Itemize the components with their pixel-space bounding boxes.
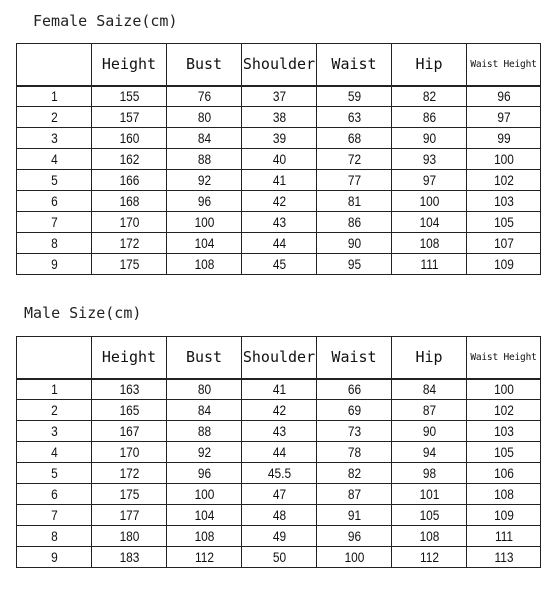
measurement-cell: 168 — [97, 191, 161, 212]
measurement-cell: 100 — [172, 484, 236, 505]
measurement-cell: 105 — [397, 505, 461, 526]
size-number-cell: 1 — [22, 379, 86, 400]
measurement-cell: 38 — [247, 107, 311, 128]
table-row — [17, 191, 541, 212]
column-header: Waist — [317, 44, 392, 86]
measurement-cell: 69 — [322, 400, 386, 421]
measurement-cell: 163 — [97, 379, 161, 400]
measurement-cell: 88 — [172, 421, 236, 442]
measurement-cell: 59 — [322, 86, 386, 107]
measurement-cell: 160 — [97, 128, 161, 149]
table-row — [17, 86, 541, 107]
measurement-cell: 102 — [472, 400, 535, 421]
measurement-cell: 109 — [472, 505, 535, 526]
measurement-cell: 177 — [97, 505, 161, 526]
measurement-cell: 77 — [322, 170, 386, 191]
female-size-title: Female Saize(cm) — [33, 12, 178, 30]
column-header: Hip — [392, 337, 467, 379]
male-size-title: Male Size(cm) — [24, 304, 142, 322]
size-number-cell: 5 — [22, 463, 86, 484]
measurement-cell: 78 — [322, 442, 386, 463]
size-number-cell: 3 — [22, 421, 86, 442]
measurement-cell: 48 — [247, 505, 311, 526]
size-number-cell: 7 — [22, 505, 86, 526]
table-row — [17, 421, 541, 442]
measurement-cell: 84 — [172, 128, 236, 149]
table-row — [17, 107, 541, 128]
table-header-row — [17, 44, 541, 86]
size-number-cell: 2 — [22, 400, 86, 421]
measurement-cell: 41 — [247, 379, 311, 400]
table-row — [17, 170, 541, 191]
measurement-cell: 97 — [472, 107, 535, 128]
size-number-cell: 4 — [22, 442, 86, 463]
table-row — [17, 254, 541, 275]
measurement-cell: 104 — [172, 233, 236, 254]
female-size-table — [16, 43, 541, 275]
male-size-table — [16, 336, 541, 568]
size-number-cell: 1 — [22, 86, 86, 107]
table-row — [17, 212, 541, 233]
measurement-cell: 49 — [247, 526, 311, 547]
measurement-cell: 111 — [397, 254, 461, 275]
size-number-cell: 8 — [22, 526, 86, 547]
measurement-cell: 104 — [172, 505, 236, 526]
measurement-cell: 43 — [247, 421, 311, 442]
measurement-cell: 101 — [397, 484, 461, 505]
column-header: Bust — [167, 337, 242, 379]
measurement-cell: 42 — [247, 400, 311, 421]
size-number-cell: 9 — [22, 254, 86, 275]
measurement-cell: 170 — [97, 212, 161, 233]
measurement-cell: 108 — [397, 233, 461, 254]
measurement-cell: 87 — [322, 484, 386, 505]
measurement-cell: 183 — [97, 547, 161, 568]
size-number-cell: 9 — [22, 547, 86, 568]
measurement-cell: 157 — [97, 107, 161, 128]
column-header: Waist Height — [467, 337, 541, 379]
measurement-cell: 81 — [322, 191, 386, 212]
measurement-cell: 50 — [247, 547, 311, 568]
measurement-cell: 82 — [397, 86, 461, 107]
table-row — [17, 400, 541, 421]
table-row — [17, 547, 541, 568]
column-header: Waist — [317, 337, 392, 379]
measurement-cell: 112 — [397, 547, 461, 568]
size-number-cell: 6 — [22, 191, 86, 212]
size-number-cell: 4 — [22, 149, 86, 170]
measurement-cell: 92 — [172, 170, 236, 191]
measurement-cell: 45 — [247, 254, 311, 275]
column-header: Shoulder — [242, 44, 317, 86]
measurement-cell: 172 — [97, 233, 161, 254]
size-number-cell: 3 — [22, 128, 86, 149]
measurement-cell: 105 — [472, 212, 535, 233]
measurement-cell: 104 — [397, 212, 461, 233]
measurement-cell: 82 — [322, 463, 386, 484]
table-row — [17, 505, 541, 526]
column-header: Bust — [167, 44, 242, 86]
measurement-cell: 42 — [247, 191, 311, 212]
measurement-cell: 96 — [172, 463, 236, 484]
measurement-cell: 40 — [247, 149, 311, 170]
column-header: Height — [92, 337, 167, 379]
measurement-cell: 91 — [322, 505, 386, 526]
measurement-cell: 102 — [472, 170, 535, 191]
table-row — [17, 463, 541, 484]
measurement-cell: 162 — [97, 149, 161, 170]
measurement-cell: 94 — [397, 442, 461, 463]
size-number-cell: 8 — [22, 233, 86, 254]
table-header-row — [17, 337, 541, 379]
measurement-cell: 88 — [172, 149, 236, 170]
measurement-cell: 165 — [97, 400, 161, 421]
measurement-cell: 100 — [472, 379, 535, 400]
size-number-cell: 7 — [22, 212, 86, 233]
measurement-cell: 155 — [97, 86, 161, 107]
column-header — [17, 44, 92, 86]
measurement-cell: 111 — [472, 526, 535, 547]
measurement-cell: 100 — [397, 191, 461, 212]
column-header: Height — [92, 44, 167, 86]
measurement-cell: 108 — [172, 526, 236, 547]
measurement-cell: 63 — [322, 107, 386, 128]
measurement-cell: 66 — [322, 379, 386, 400]
measurement-cell: 86 — [397, 107, 461, 128]
measurement-cell: 100 — [322, 547, 386, 568]
table-row — [17, 484, 541, 505]
column-header: Shoulder — [242, 337, 317, 379]
measurement-cell: 103 — [472, 421, 535, 442]
measurement-cell: 98 — [397, 463, 461, 484]
table-row — [17, 149, 541, 170]
table-row — [17, 233, 541, 254]
measurement-cell: 109 — [472, 254, 535, 275]
measurement-cell: 107 — [472, 233, 535, 254]
measurement-cell: 99 — [472, 128, 535, 149]
measurement-cell: 72 — [322, 149, 386, 170]
measurement-cell: 108 — [397, 526, 461, 547]
measurement-cell: 43 — [247, 212, 311, 233]
table-row — [17, 379, 541, 400]
size-number-cell: 2 — [22, 107, 86, 128]
measurement-cell: 108 — [472, 484, 535, 505]
measurement-cell: 105 — [472, 442, 535, 463]
size-number-cell: 5 — [22, 170, 86, 191]
measurement-cell: 170 — [97, 442, 161, 463]
measurement-cell: 44 — [247, 442, 311, 463]
measurement-cell: 96 — [472, 86, 535, 107]
measurement-cell: 113 — [472, 547, 535, 568]
measurement-cell: 84 — [397, 379, 461, 400]
column-header: Hip — [392, 44, 467, 86]
measurement-cell: 172 — [97, 463, 161, 484]
measurement-cell: 106 — [472, 463, 535, 484]
measurement-cell: 37 — [247, 86, 311, 107]
measurement-cell: 90 — [397, 128, 461, 149]
measurement-cell: 80 — [172, 379, 236, 400]
column-header — [17, 337, 92, 379]
measurement-cell: 80 — [172, 107, 236, 128]
table-row — [17, 442, 541, 463]
measurement-cell: 97 — [397, 170, 461, 191]
measurement-cell: 96 — [172, 191, 236, 212]
measurement-cell: 108 — [172, 254, 236, 275]
measurement-cell: 100 — [472, 149, 535, 170]
size-number-cell: 6 — [22, 484, 86, 505]
measurement-cell: 112 — [172, 547, 236, 568]
measurement-cell: 73 — [322, 421, 386, 442]
measurement-cell: 175 — [97, 484, 161, 505]
measurement-cell: 93 — [397, 149, 461, 170]
measurement-cell: 167 — [97, 421, 161, 442]
measurement-cell: 44 — [247, 233, 311, 254]
table-row — [17, 526, 541, 547]
column-header: Waist Height — [467, 44, 541, 86]
measurement-cell: 47 — [247, 484, 311, 505]
measurement-cell: 87 — [397, 400, 461, 421]
measurement-cell: 41 — [247, 170, 311, 191]
measurement-cell: 45.5 — [247, 463, 311, 484]
measurement-cell: 100 — [172, 212, 236, 233]
measurement-cell: 180 — [97, 526, 161, 547]
table-row — [17, 128, 541, 149]
measurement-cell: 92 — [172, 442, 236, 463]
measurement-cell: 175 — [97, 254, 161, 275]
measurement-cell: 76 — [172, 86, 236, 107]
measurement-cell: 90 — [322, 233, 386, 254]
measurement-cell: 39 — [247, 128, 311, 149]
measurement-cell: 95 — [322, 254, 386, 275]
measurement-cell: 166 — [97, 170, 161, 191]
measurement-cell: 86 — [322, 212, 386, 233]
measurement-cell: 90 — [397, 421, 461, 442]
measurement-cell: 68 — [322, 128, 386, 149]
measurement-cell: 84 — [172, 400, 236, 421]
measurement-cell: 96 — [322, 526, 386, 547]
measurement-cell: 103 — [472, 191, 535, 212]
